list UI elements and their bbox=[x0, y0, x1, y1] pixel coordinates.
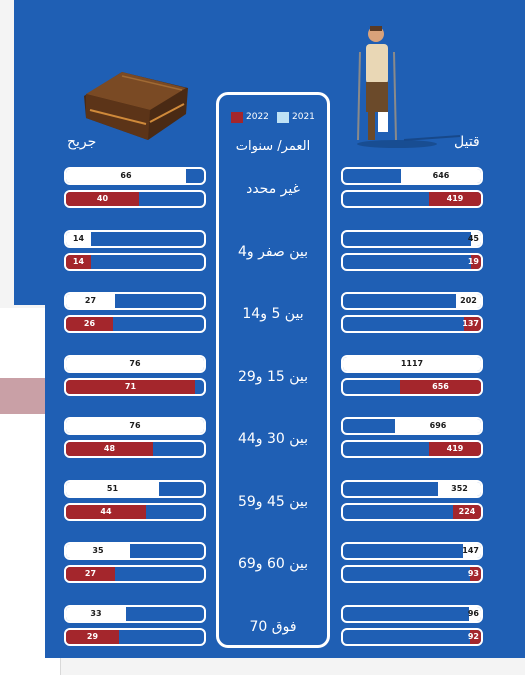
killed-value-2021: 14 bbox=[72, 233, 85, 243]
killed-value-2021: 33 bbox=[90, 608, 102, 618]
killed-2021-pill bbox=[64, 605, 206, 623]
killed-value-2021: 66 bbox=[120, 171, 132, 180]
injured-value-2022: 224 bbox=[458, 506, 476, 516]
injured-2021-pill bbox=[341, 605, 483, 623]
injured-2021-pill bbox=[341, 167, 483, 185]
killed-2021-pill bbox=[64, 480, 206, 498]
legend-swatch-2022 bbox=[231, 112, 243, 123]
injured-value-2022: 137 bbox=[462, 319, 479, 328]
legend-swatch-2021 bbox=[277, 112, 289, 123]
killed-2021-pill bbox=[64, 230, 206, 248]
injured-2021-pill bbox=[341, 355, 483, 373]
injured-value-2022: 19 bbox=[467, 256, 479, 266]
injured-value-2022: 656 bbox=[432, 381, 449, 391]
age-group-label: غير محدد bbox=[246, 181, 300, 197]
killed-value-2021: 27 bbox=[84, 296, 97, 305]
killed-2021-pill bbox=[64, 292, 206, 310]
age-group-label: بين 15 و29 bbox=[237, 368, 309, 385]
injured-2022-pill bbox=[341, 565, 483, 583]
injured-2021-pill bbox=[341, 417, 483, 435]
injured-2022-pill bbox=[341, 253, 483, 271]
injured-2021-pill bbox=[341, 292, 483, 310]
injured-column-title: جريح bbox=[67, 134, 97, 150]
age-column bbox=[216, 92, 330, 648]
killed-2021-pill bbox=[64, 542, 206, 560]
age-group-label: بين 5 و14 bbox=[242, 306, 304, 322]
background-strip bbox=[0, 378, 45, 414]
killed-column-title: قتيل bbox=[454, 134, 480, 150]
injured-2021-pill bbox=[341, 480, 483, 498]
age-header: العمر/ سنوات bbox=[235, 139, 311, 154]
injured-value-2021: 1117 bbox=[400, 358, 424, 368]
age-group-label: فوق 70 bbox=[249, 618, 297, 635]
killed-2022-pill bbox=[64, 628, 206, 646]
killed-value-2022: 71 bbox=[124, 381, 137, 391]
killed-value-2021: 76 bbox=[129, 358, 141, 368]
injured-value-2021: 147 bbox=[462, 546, 479, 555]
injured-value-2021: 45 bbox=[467, 233, 479, 243]
age-group-label: بين صفر و4 bbox=[237, 243, 309, 260]
killed-2022-pill bbox=[64, 503, 206, 521]
injured-2022-pill bbox=[341, 190, 483, 208]
injured-person-icon bbox=[352, 22, 462, 150]
killed-2022-pill bbox=[64, 253, 206, 271]
killed-value-2022: 44 bbox=[100, 506, 112, 516]
legend-label-2022: 2022 bbox=[246, 112, 269, 122]
killed-value-2021: 51 bbox=[106, 483, 119, 493]
killed-value-2021: 35 bbox=[92, 546, 104, 555]
killed-value-2022: 27 bbox=[84, 569, 97, 578]
killed-value-2022: 48 bbox=[103, 444, 116, 453]
age-group-label: بين 60 و69 bbox=[237, 556, 309, 572]
killed-value-2021: 76 bbox=[129, 421, 141, 430]
killed-value-2022: 40 bbox=[96, 194, 109, 203]
killed-2021-pill bbox=[64, 355, 206, 373]
legend-label-2021: 2021 bbox=[292, 112, 315, 122]
injured-2022-pill bbox=[341, 440, 483, 458]
killed-2022-pill bbox=[64, 440, 206, 458]
killed-2021-pill bbox=[64, 417, 206, 435]
killed-value-2022: 29 bbox=[86, 631, 99, 641]
injured-value-2021: 96 bbox=[467, 608, 479, 618]
injured-value-2022: 419 bbox=[446, 444, 464, 453]
injured-2021-pill bbox=[341, 230, 483, 248]
killed-2022-pill bbox=[64, 565, 206, 583]
injured-2022-pill bbox=[341, 628, 483, 646]
injured-value-2022: 93 bbox=[467, 569, 479, 578]
injured-value-2021: 202 bbox=[460, 296, 477, 305]
injured-2022-pill bbox=[341, 315, 483, 333]
killed-value-2022: 26 bbox=[83, 319, 96, 328]
age-group-label: بين 45 و59 bbox=[237, 493, 309, 510]
injured-value-2021: 646 bbox=[432, 171, 450, 180]
killed-2021-pill bbox=[64, 167, 206, 185]
killed-value-2022: 14 bbox=[72, 256, 85, 266]
injured-2022-pill bbox=[341, 378, 483, 396]
injured-value-2021: 352 bbox=[451, 483, 468, 493]
killed-2022-pill bbox=[64, 315, 206, 333]
age-group-label: بين 30 و44 bbox=[237, 431, 309, 447]
injured-2022-pill bbox=[341, 503, 483, 521]
injured-2021-pill bbox=[341, 542, 483, 560]
injured-value-2022: 419 bbox=[446, 194, 464, 203]
injured-value-2022: 92 bbox=[467, 631, 479, 641]
killed-2022-pill bbox=[64, 378, 206, 396]
killed-2022-pill bbox=[64, 190, 206, 208]
injured-value-2021: 696 bbox=[429, 421, 447, 430]
